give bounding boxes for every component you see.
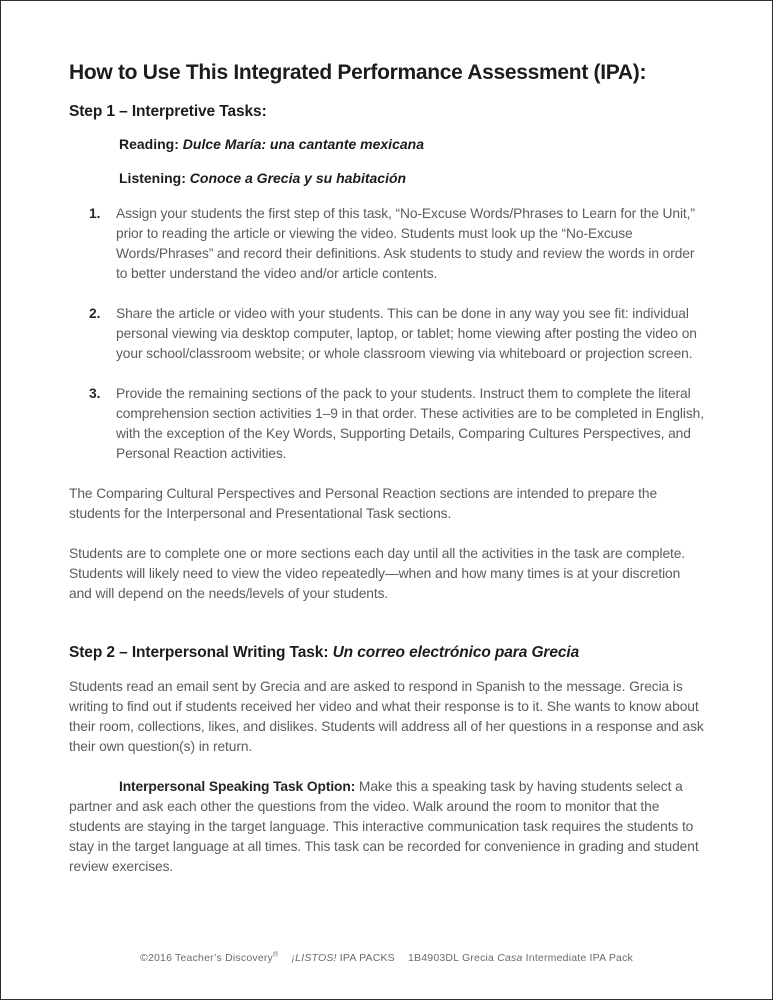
step2-heading-plain: Step 2 – Interpersonal Writing Task: [69,644,333,661]
list-item-number: 2. [89,306,101,321]
step2-heading-title: Un correo electrónico para Grecia [332,644,580,661]
step2-paragraph: Students read an email sent by Grecia and are asked to respond in Spanish to the message. Grecia is writing to find out if students received her video and what their response is to it. She wants to know about their room, collections, likes, and dislikes. Students will address all of her questions in a response and ask their own question(s) in return. [69,679,704,754]
footer-item-code: 1B4903DL Grecia [408,952,495,964]
list-item [69,384,704,464]
list-item-text: Provide the remaining sections of the pack to your students. Instruct them to complete the literal comprehension section activities 1–9 in that order. These activities are to be completed in English, with the exception of the Key Words, Supporting Details, Comparing Cultures Perspectives, and Personal Reaction activities. [116,386,704,461]
step2-heading [69,643,704,662]
step1-paragraph-1: The Comparing Cultural Perspectives and Personal Reaction sections are intended to prepare the students for the Interpersonal and Presentational Task sections. [69,486,658,521]
reading-title: Dulce María: una cantante mexicana [182,136,424,152]
step1-paragraph-2: Students are to complete one or more sections each day until all the activities in the task are complete. Students will likely need to view the video repeatedly—when and how many times is at your discretion and will depend on the needs/levels of your students. [69,546,686,601]
list-item [69,304,704,364]
list-item-text: Assign your students the first step of this task, “No-Excuse Words/Phrases to Learn for the Unit,” prior to reading the article or viewing the video. Students must look up the “No-Excuse Words/Phrases” and record their definitions. Ask students to study and review the words in order to better understand the video and/or article contents. [116,206,695,281]
registered-mark: ® [273,951,279,959]
speaking-option-text: Make this a speaking task by having students select a partner and ask each other the questions from the video. Walk around the room to monitor that the students are staying in the target language. This interactive communication task requires the students to stay in the target language at all times. This task can be recorded for convenience in grading and student review exercises. [69,779,699,874]
list-item-text: Share the article or video with your students. This can be done in any way you see fit: individual personal viewing via desktop computer, laptop, or tablet; home viewing after posting the video on your school/classroom website; or whole classroom viewing via whiteboard or projection screen. [116,306,697,361]
footer-item-title: Casa [497,952,523,964]
list-item-number: 1. [89,206,101,221]
reading-label: Reading: [119,136,179,152]
page-footer [1,952,772,965]
step1-heading: Step 1 – Interpretive Tasks: [69,103,267,120]
speaking-option-paragraph [69,777,704,877]
footer-series-title: ¡LISTOS! [291,952,337,964]
footer-copyright: ©2016 Teacher’s Discovery® [140,951,279,964]
list-item-number: 3. [89,386,101,401]
footer-series-label: IPA PACKS [339,952,395,964]
page-title: How to Use This Integrated Performance Assessment (IPA): [69,61,647,84]
listening-title: Conoce a Grecia y su habitación [189,170,407,186]
footer-item-label: Intermediate IPA Pack [525,952,633,964]
speaking-option-label: Interpersonal Speaking Task Option: [119,779,356,794]
reading-line [119,136,704,152]
list-item [69,204,704,284]
instruction-list [69,204,704,464]
listening-line [119,170,704,186]
listening-label: Listening: [119,170,186,186]
